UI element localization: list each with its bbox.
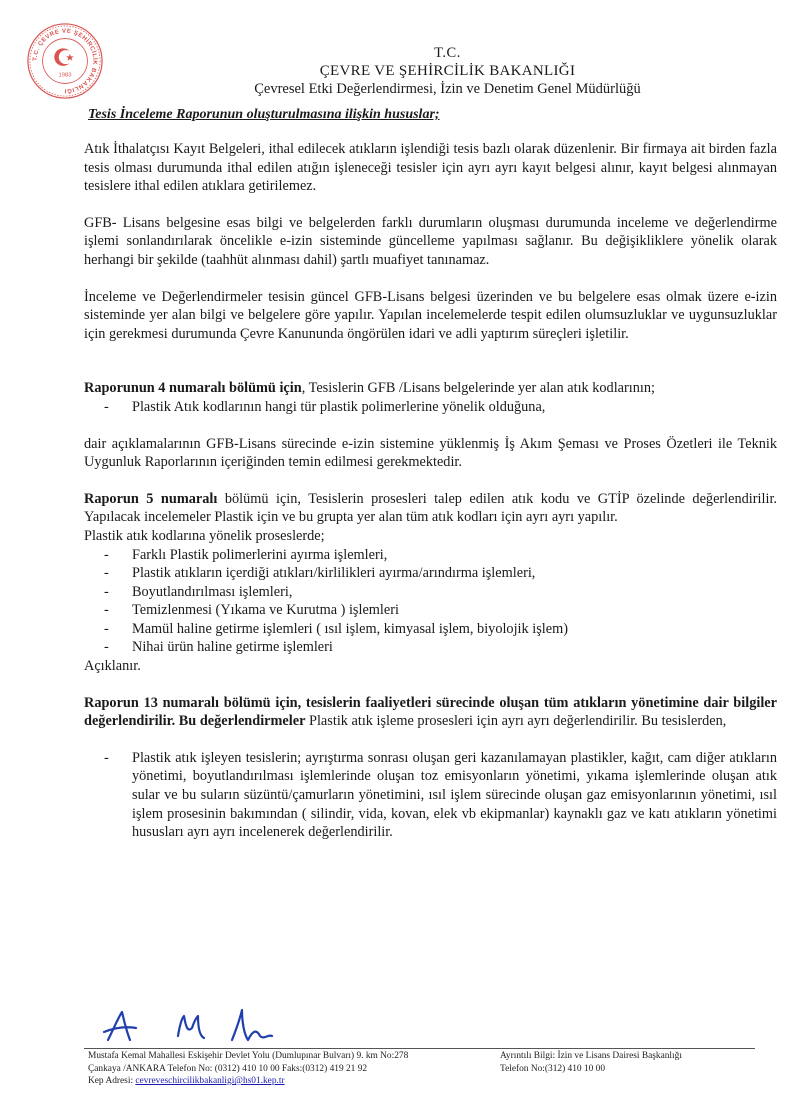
section-5-list: [84, 546, 777, 658]
footer-address: Mustafa Kemal Mahallesi Eskişehir Devlet Yolu (Dumlupınar Bulvarı) 9. km No:278: [88, 1051, 409, 1061]
list-item: - Boyutlandırılması işlemleri,: [84, 583, 777, 602]
footer-contact: [88, 1050, 493, 1088]
list-item: - Plastik atıkların içerdiği atıkları/kirlilikleri ayırma/arındırma işlemleri,: [84, 564, 777, 583]
footer-phone-fax: Çankaya /ANKARA Telefon No: (0312) 410 10 00 Faks:(0312) 419 21 92: [88, 1063, 368, 1074]
section-5-heading: Raporun 5 numaralı: [84, 490, 218, 507]
letterhead: [120, 44, 775, 98]
section-4-heading: Raporunun 4 numaralı bölümü için: [84, 380, 302, 397]
list-item: - Plastik Atık kodlarının hangi tür plastik polimerlerine yönelik olduğuna,: [84, 398, 777, 417]
paragraph-kayit-belgeleri: Atık İthalatçısı Kayıt Belgeleri, ithal edilecek atıkların işlendiği tesis bazlı olarak düzenlenir. Bir firmaya ait birden fazla tesis olması durumunda ithal edilen atığın işleneceği tesisler için ayrı ayrı kayıt belgesi alınır, kayıt belgesi alınmayan tesislere ithal edilen atıklara getirilemez.: [84, 141, 777, 195]
list-item: - Plastik atık işleyen tesislerin; ayrıştırma sonrası oluşan geri kazanılamayan plastikler, kağıt, cam diğer atıkların yönetimi, boyutlandırılması işlemlerinde oluşan toz emisyonların yönetimi, yıkama işlemlerinde oluşan atık sular ve bu suların süzüntü/çamurların yönetimini, ısıl işlem sürecinde oluşan gaz emisyonlarının yönetimi, ısıl işlem prosesinin bakımından ( silindir, vida, kovan, elek vb ekipmanlar) kaynaklı gaz ve katı atıkların yönetimi hususları ayrı ayrı incelenerek değerlendirilir.: [84, 749, 777, 842]
section-4-text: , Tesislerin GFB /Lisans belgelerinde yer alan atık kodlarının;: [301, 380, 655, 397]
section-5-end: Açıklanır.: [84, 658, 141, 675]
footer-info-phone: Telefon No:(312) 410 10 00: [500, 1063, 606, 1074]
footer-divider: [84, 1048, 755, 1049]
paragraph-inceleme: İnceleme ve Değerlendirmeler tesisin güncel GFB-Lisans belgesi üzerinden ve bu belgelere esas olmak üzere e-izin sisteminde yer alan bilgi ve belgelere göre yapılır. Yapılan incelemelerde tespit edilen olumsuzluklar ve uygunsuzluklar için gerekmesi durumunda Çevre Kanununda öngörülen idari ve adli yaptırım süreçleri işletilir.: [84, 288, 777, 342]
section-5-text: bölümü için, Tesislerin prosesleri talep edilen atık kodu ve GTİP özelinde değerlendirilir. Yapılacak incelemeler Plastik için ve bu grupta yer alan tüm atık kodları için ayrı ayrı yapılır.: [84, 490, 777, 526]
section-5-paragraph: [84, 490, 777, 527]
section-13-text: Plastik atık işleme prosesleri için ayrı ayrı değerlendirilir. Bu tesislerden,: [305, 713, 727, 730]
list-item: - Nihai ürün haline getirme işlemleri: [84, 638, 777, 657]
section-5-intro: Plastik atık kodlarına yönelik proseslerde;: [84, 527, 325, 544]
section-13-list: [84, 749, 777, 842]
header-directorate: Çevresel Etki Değerlendirmesi, İzin ve Denetim Genel Müdürlüğü: [254, 81, 641, 97]
document-subtitle: Tesis İnceleme Raporunun oluşturulmasına ilişkin hususlar;: [88, 107, 440, 122]
header-ministry: ÇEVRE VE ŞEHİRCİLİK BAKANLIĞI: [319, 63, 576, 79]
crescent-star-icon: [54, 48, 74, 66]
footer-kep: [88, 1075, 493, 1088]
section-13-heading: Raporun 13 numaralı bölümü için, tesislerin faaliyetleri sürecinde oluşan tüm atıkların yönetimine dair bilgiler değerlendirilir. Bu değerlendirmeler: [84, 694, 777, 730]
signatures: [100, 1006, 290, 1048]
list-item: - Mamül haline getirme işlemleri ( ısıl işlem, kimyasal işlem, biyolojik işlem): [84, 620, 777, 639]
section-4-paragraph: [84, 379, 777, 398]
signature-3: [232, 1010, 272, 1040]
list-item: - Temizlenmesi (Yıkama ve Kurutma ) işlemleri: [84, 601, 777, 620]
signature-1: [104, 1012, 136, 1040]
footer-info: [500, 1050, 682, 1075]
seal-ring-text: T.C. ÇEVRE VE ŞEHİRCİLİK BAKANLIĞI: [32, 28, 98, 94]
paragraph-gfb-lisans: GFB- Lisans belgesine esas bilgi ve belgelerden farklı durumların oluşması durumunda inceleme ve değerlendirme işlemi sonlandırılarak öncelikle e-izin sisteminde güncelleme yapılması sağlanır. Bu değişikliklere yönelik olarak herhangi bir şekilde (taahhüt alınması dahil) şartlı muafiyet tanınamaz.: [84, 214, 777, 268]
document-body: [84, 140, 777, 842]
section-13-paragraph: [84, 694, 777, 731]
section-4-list: [84, 398, 777, 417]
kep-address-link[interactable]: cevreveschircilikbakanligi@hs01.kep.tr: [135, 1076, 285, 1086]
seal-year: 1983: [58, 72, 72, 79]
signature-2: [178, 1016, 204, 1038]
header-tc: T.C.: [434, 45, 461, 61]
footer-info-department: Ayrıntılı Bilgi: İzin ve Lisans Dairesi Başkanlığı: [500, 1051, 682, 1061]
list-item: - Farklı Plastik polimerlerini ayırma işlemleri,: [84, 546, 777, 565]
ministry-seal: [26, 22, 104, 100]
kep-label: Kep Adresi:: [88, 1076, 134, 1086]
section-4-followup: dair açıklamalarının GFB-Lisans sürecinde e-izin sistemine yüklenmiş İş Akım Şeması ve Proses Özetleri ile Teknik Uygunluk Raporlarının içeriğinden temin edilmesi gerekmektedir.: [84, 435, 777, 471]
